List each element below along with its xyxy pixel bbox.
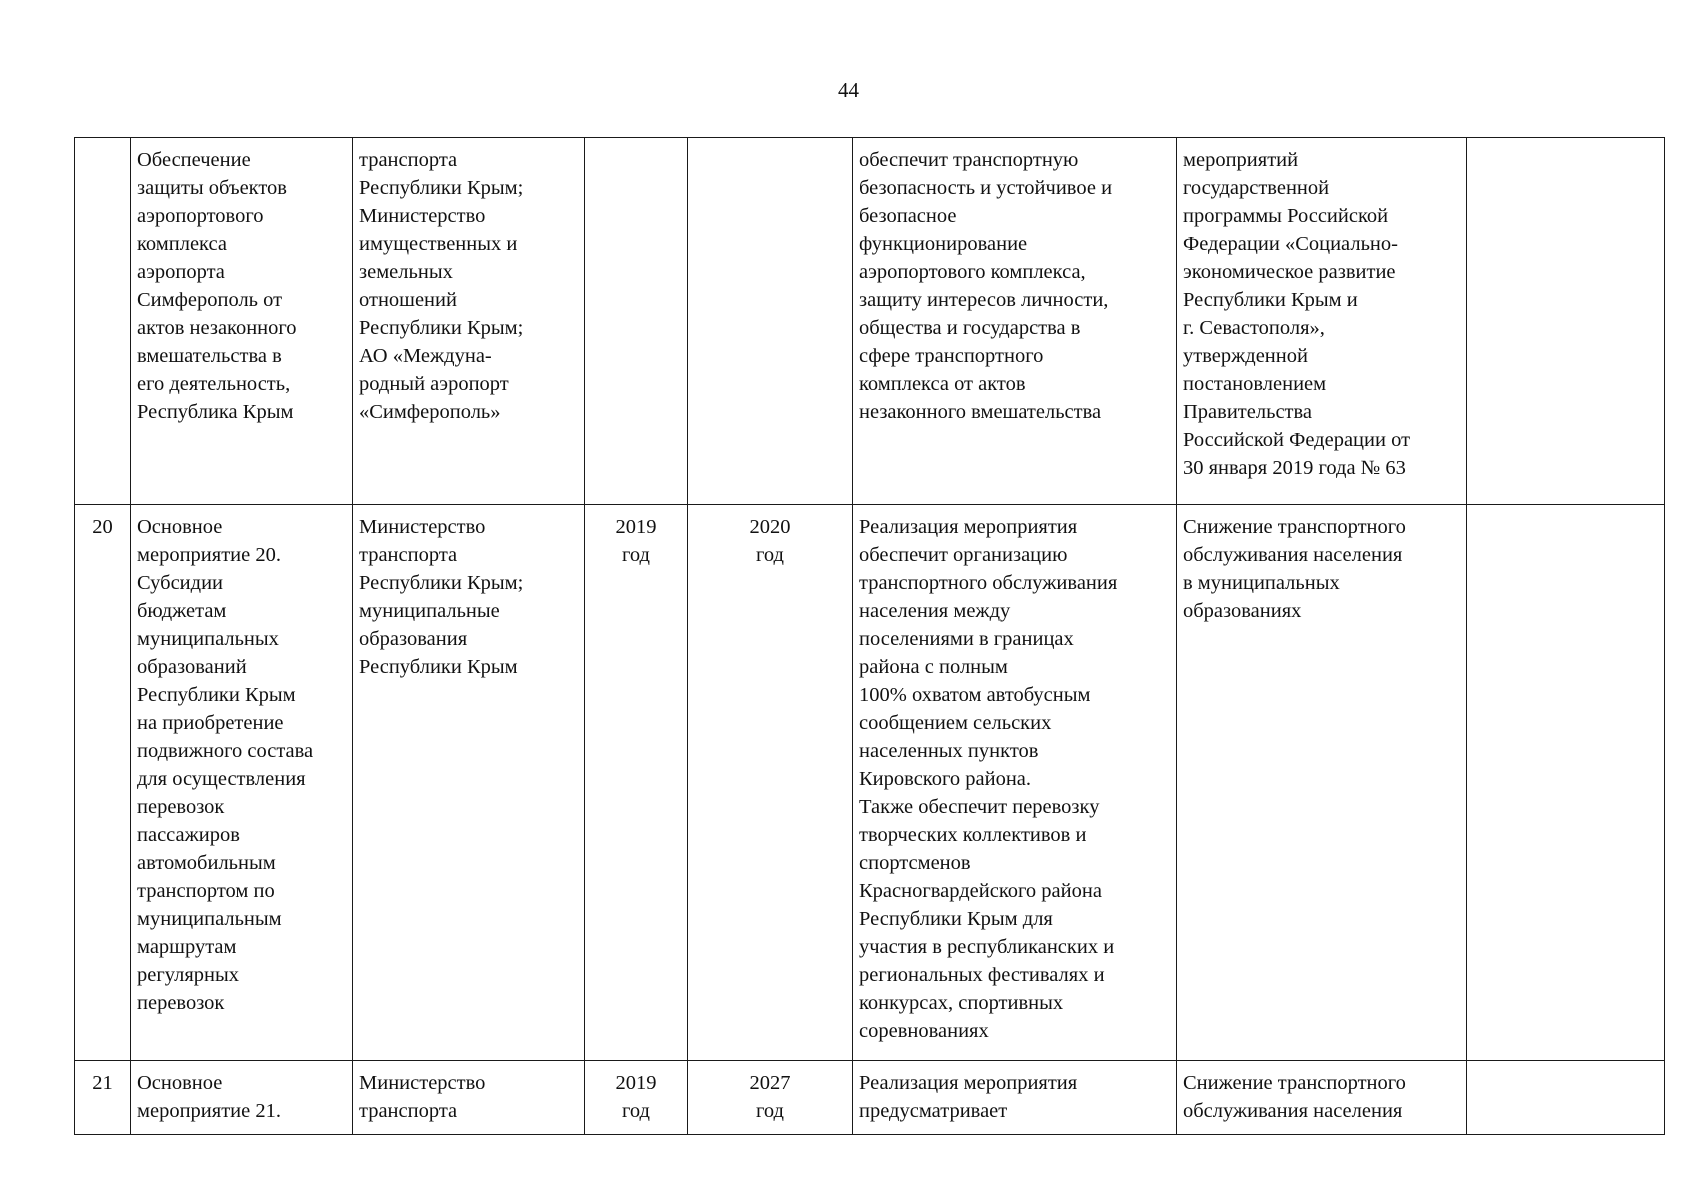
start-year-cell (585, 138, 688, 505)
row-number-cell: 21 (75, 1061, 131, 1135)
table-row (75, 138, 1665, 505)
consequence-cell: Снижение транспортного обслуживания населения (1177, 1061, 1467, 1135)
measure-name-cell: Обеспечение защиты объектов аэропортового комплекса аэропорта Симферополь от актов незаконного вмешательства в его деятельность, Республика Крым (131, 138, 353, 505)
expected-result-cell: обеспечит транспортную безопасность и устойчивое и безопасное функционирование аэропортового комплекса, защиту интересов личности, общества и государства в сфере транспортного комплекса от актов незаконного вмешательства (853, 138, 1177, 505)
page-number: 44 (838, 78, 859, 102)
indicator-link-cell (1467, 1061, 1665, 1135)
measures-table (74, 137, 1665, 1135)
executor-cell: Министерство транспорта Республики Крым; муниципальные образования Республики Крым (353, 505, 585, 1061)
measure-name-cell: Основное мероприятие 20. Субсидии бюджетам муниципальных образований Республики Крым на приобретение подвижного состава для осуществления перевозок пассажиров автомобильным транспортом по муниципальным маршрутам регулярных перевозок (131, 505, 353, 1061)
end-year-cell: 2027 год (688, 1061, 853, 1135)
end-year-cell (688, 138, 853, 505)
consequence-cell: мероприятий государственной программы Российской Федерации «Социально- экономическое развитие Республики Крым и г. Севастополя», утвержденной постановлением Правительства Российской Федерации от 30 января 2019 года № 63 (1177, 138, 1467, 505)
expected-result-cell: Реализация мероприятия предусматривает (853, 1061, 1177, 1135)
table-row (75, 505, 1665, 1061)
expected-result-cell: Реализация мероприятия обеспечит организацию транспортного обслуживания населения между поселениями в границах района с полным 100% охватом автобусным сообщением сельских населенных пунктов Кировского района. Также обеспечит перевозку творческих коллективов и спортсменов Красногвардейского района Республики Крым для участия в республиканских и региональных фестивалях и конкурсах, спортивных соревнованиях (853, 505, 1177, 1061)
start-year-cell: 2019 год (585, 505, 688, 1061)
row-number-cell: 20 (75, 505, 131, 1061)
executor-cell: транспорта Республики Крым; Министерство имущественных и земельных отношений Республики Крым; АО «Междуна- родный аэропорт «Симферополь» (353, 138, 585, 505)
row-number-cell (75, 138, 131, 505)
start-year-cell: 2019 год (585, 1061, 688, 1135)
indicator-link-cell (1467, 505, 1665, 1061)
executor-cell: Министерство транспорта (353, 1061, 585, 1135)
table-row (75, 1061, 1665, 1135)
measure-name-cell: Основное мероприятие 21. (131, 1061, 353, 1135)
indicator-link-cell (1467, 138, 1665, 505)
end-year-cell: 2020 год (688, 505, 853, 1061)
consequence-cell: Снижение транспортного обслуживания населения в муниципальных образованиях (1177, 505, 1467, 1061)
